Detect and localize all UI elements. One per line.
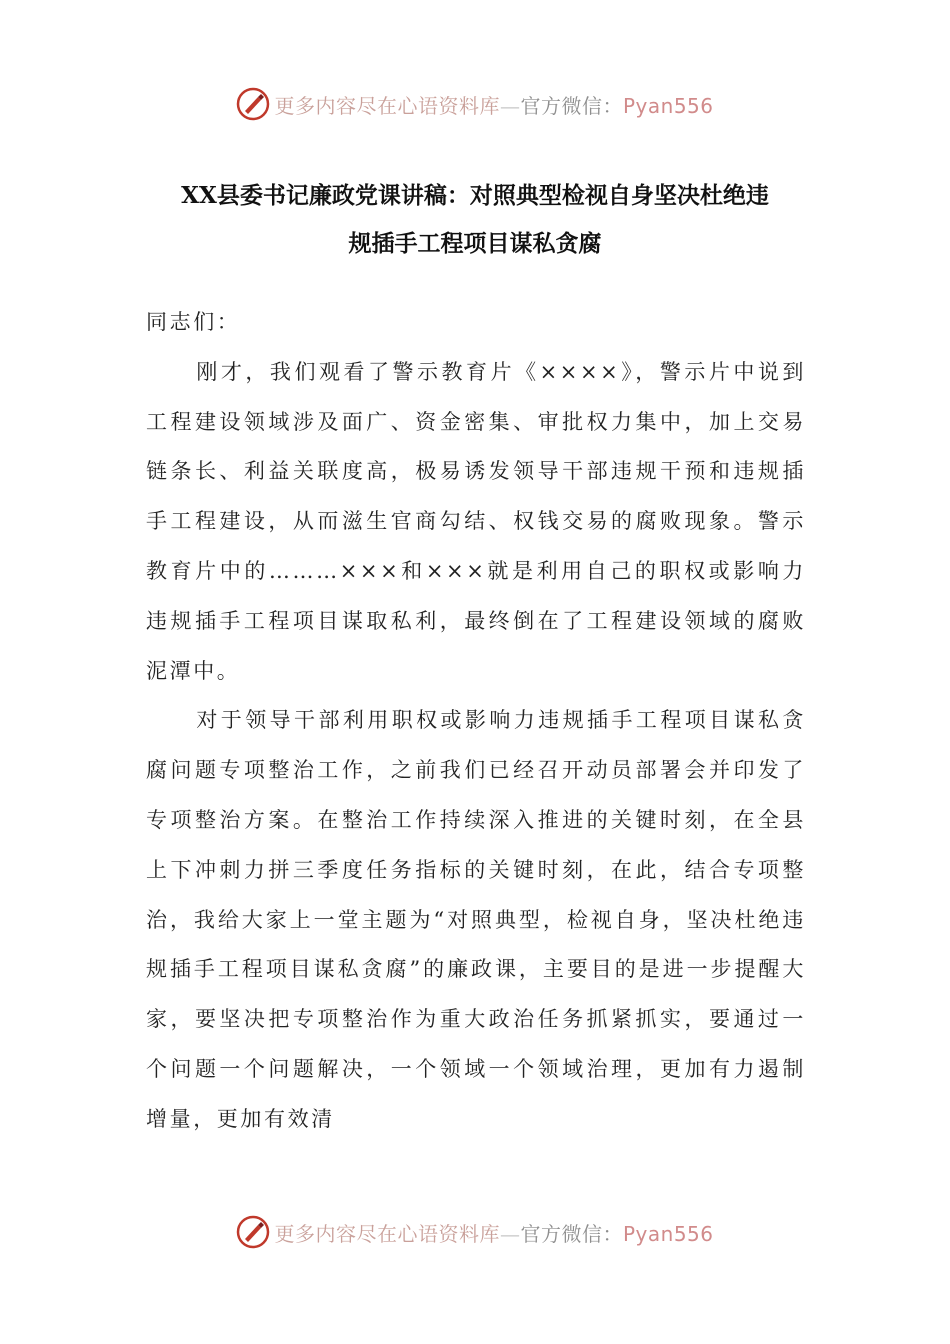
salutation: 同志们：: [146, 310, 241, 334]
footer-watermark: [0, 1212, 950, 1252]
watermark-account: Pyan556: [622, 1221, 714, 1246]
pen-logo-icon: [236, 1215, 270, 1249]
title-line-1: XX县委书记廉政党课讲稿：对照典型检视自身坚决杜绝违: [181, 182, 769, 209]
watermark-label: 官方微信：: [520, 93, 623, 118]
pen-logo-icon: [236, 87, 270, 121]
watermark-label: 官方微信：: [520, 1221, 623, 1246]
document-title: [110, 172, 840, 268]
watermark-account: Pyan556: [622, 93, 714, 118]
watermark-separator: —: [499, 93, 521, 118]
watermark-separator: —: [499, 1221, 521, 1246]
header-watermark: [0, 84, 950, 124]
document-body: [146, 298, 806, 1145]
watermark-prefix: 更多内容尽在心语资料库: [274, 1221, 500, 1246]
title-line-2: 规插手工程项目谋私贪腐: [348, 230, 602, 257]
paragraph-1: 刚才，我们观看了警示教育片《××××》，警示片中说到工程建设领域涉及面广、资金密集、审批权力集中，加上交易链条长、利益关联度高，极易诱发领导干部违规干预和违规插手工程建设，从而滋生官商勾结、权钱交易的腐败现象。警示教育片中的………×××和×××就是利用自己的职权或影响力违规插手工程项目谋取私利，最终倒在了工程建设领域的腐败泥潭中。: [146, 359, 806, 683]
paragraph-2: 对于领导干部利用职权或影响力违规插手工程项目谋私贪腐问题专项整治工作，之前我们已经召开动员部署会并印发了专项整治方案。在整治工作持续深入推进的关键时刻，在全县上下冲刺力拼三季度任务指标的关键时刻，在此，结合专项整治，我给大家上一堂主题为“对照典型，检视自身，坚决杜绝违规插手工程项目谋私贪腐”的廉政课，主要目的是进一步提醒大家，要坚决把专项整治作为重大政治任务抓紧抓实，要通过一个问题一个问题解决，一个领域一个领域治理，更加有力遏制增量，更加有效清: [146, 708, 806, 1131]
watermark-prefix: 更多内容尽在心语资料库: [274, 93, 500, 118]
